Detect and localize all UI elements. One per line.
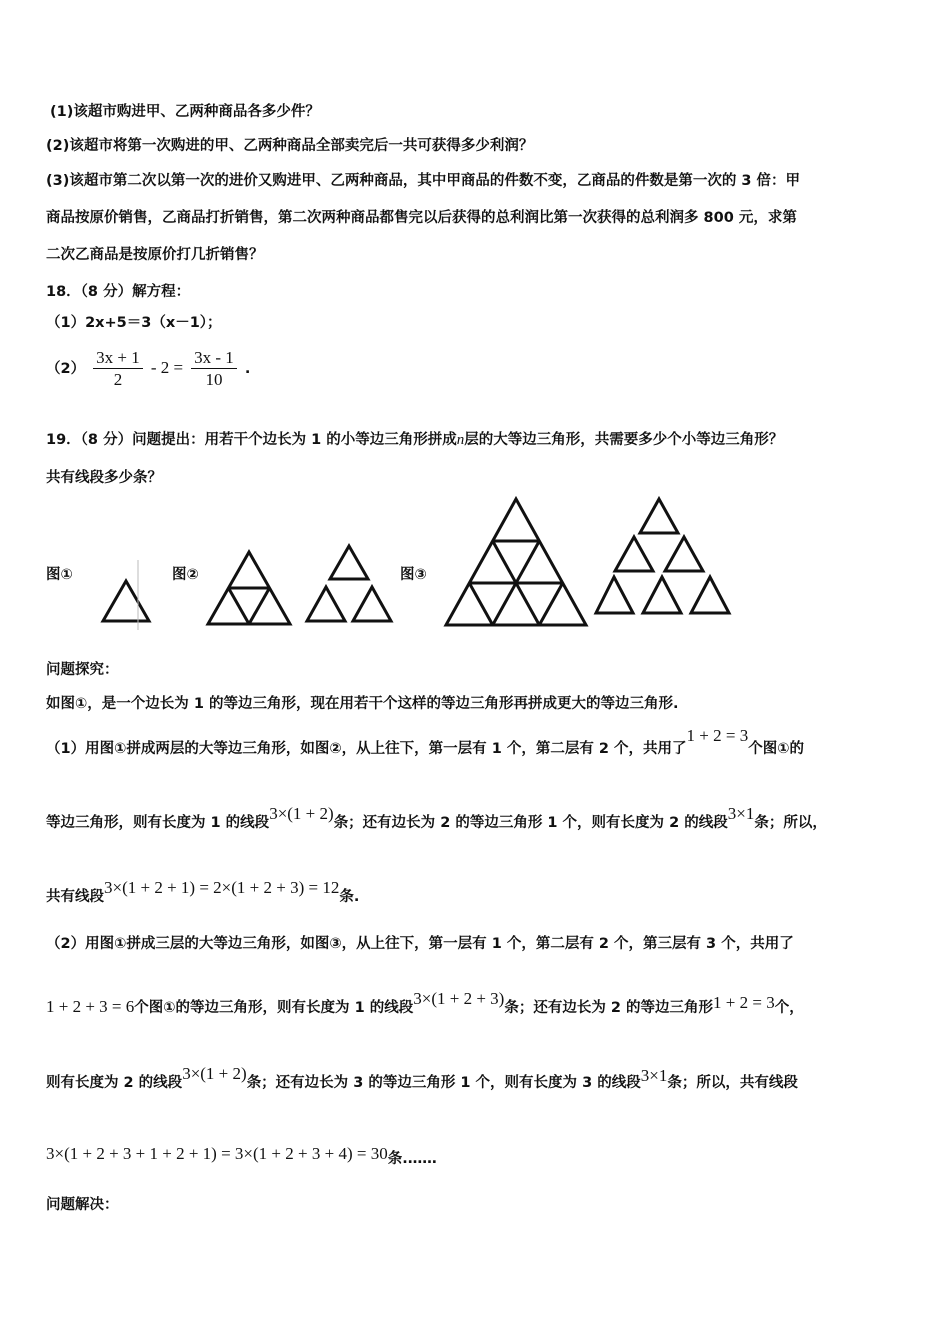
part2-text-h: 条.……: [387, 1151, 437, 1167]
q18-eq2-end: .: [244, 361, 251, 377]
q19-header-text-a: 19．（8 分）问题提出：用若干个边长为 1 的小等边三角形拼成: [46, 432, 457, 448]
q19-header-variable: n: [456, 432, 465, 448]
part1-text-e: 条；所以，: [754, 815, 827, 831]
figure-3-decomposed: [594, 495, 738, 623]
part2-text-f: 条；还有边长为 3 的等边三角形 1 个，则有长度为 3 的线段: [246, 1075, 641, 1091]
part2-math-3: 1 + 2 = 3: [713, 993, 775, 1012]
part1-text-c: 等边三角形，则有长度为 1 的线段: [46, 815, 270, 831]
part2-text-d: 个，: [774, 1000, 804, 1016]
figure-1-scan-mark: [136, 560, 140, 630]
explore-part2-line3: [46, 1064, 798, 1093]
q18-eq1-text: 2x+5＝3（x－1）；: [85, 315, 222, 331]
fraction-denominator: 10: [205, 369, 223, 389]
q17-part3-line1: (3)该超市第二次以第一次的进价又购进甲、乙两种商品，其中甲商品的件数不变，乙商品的件数是第一次的 3 倍：甲: [46, 173, 801, 189]
q17-part1: (1)该超市购进甲、乙两种商品各多少件？: [50, 104, 320, 120]
figure-2-two-layer-triangle: [206, 550, 292, 626]
explore-part1-line3: [46, 878, 360, 907]
part2-text-g: 条；所以，共有线段: [667, 1075, 798, 1091]
q19-header: [46, 430, 783, 450]
q19-header-text-b: 层的大等边三角形，共需要多少个小等边三角形？: [464, 432, 784, 448]
figure-1-label: 图①: [46, 567, 73, 583]
part2-math-4: 3×(1 + 2): [182, 1064, 247, 1083]
figure-2-decomposed: [303, 543, 395, 625]
explore-part2-line1: （2）用图①拼成三层的大等边三角形，如图③，从上往下，第一层有 1 个，第二层有 2 个，第三层有 3 个，共用了: [46, 936, 794, 952]
fraction-numerator: 3x - 1: [191, 348, 237, 369]
part2-text-b: 个图①的等边三角形，则有长度为 1 的线段: [134, 1000, 414, 1016]
q17-part2: (2)该超市将第一次购进的甲、乙两种商品全部卖完后一共可获得多少利润？: [46, 138, 534, 154]
explore-part2-line2: [46, 989, 804, 1018]
part1-text-f: 共有线段: [46, 889, 104, 905]
q18-eq1-label: （1）: [46, 315, 86, 331]
part1-math-2: 3×(1 + 2): [269, 804, 334, 823]
q17-part3-line2: 商品按原价销售，乙商品打折销售，第二次两种商品都售完以后获得的总利润比第一次获得的总利润多 800 元，求第: [46, 210, 797, 226]
part1-math-4: 3×(1 + 2 + 1) = 2×(1 + 2 + 3) = 12: [104, 878, 340, 897]
part2-math-2: 3×(1 + 2 + 3): [413, 989, 505, 1008]
q18-eq2: [46, 346, 250, 391]
explore-part2-line4: [46, 1144, 437, 1165]
q18-eq2-fraction-left: [93, 348, 143, 391]
q17-part3-line3: 二次乙商品是按原价打几折销售？: [46, 247, 264, 263]
q18-header: 18．（8 分）解方程：: [46, 284, 191, 300]
figure-3-label: 图③: [400, 567, 427, 583]
q18-eq2-fraction-right: [191, 348, 237, 391]
explore-title: 问题探究：: [46, 662, 119, 678]
part1-text-a: （1）用图①拼成两层的大等边三角形，如图②，从上往下，第一层有 1 个，第二层有 2 个，共用了: [46, 741, 687, 757]
figure-1-triangle: [100, 578, 152, 624]
explore-part1-line2: [46, 804, 827, 833]
part1-math-3: 3×1: [727, 804, 755, 823]
part1-text-g: 条.: [339, 889, 360, 905]
explore-intro: 如图①，是一个边长为 1 的等边三角形，现在用若干个这样的等边三角形再拼成更大的等边三角形.: [46, 696, 679, 712]
part2-math-5: 3×1: [640, 1066, 668, 1085]
part2-math-1: 1 + 2 + 3 = 6: [46, 997, 135, 1016]
part2-math-6: 3×(1 + 2 + 3 + 1 + 2 + 1) = 3×(1 + 2 + 3 + 4) = 30: [46, 1144, 388, 1163]
part1-math-1: 1 + 2 = 3: [686, 726, 749, 745]
q18-eq2-middle: - 2 =: [150, 358, 184, 377]
part2-text-e: 则有长度为 2 的线段: [46, 1075, 183, 1091]
part1-text-b: 个图①的: [748, 741, 804, 757]
fraction-denominator: 2: [113, 369, 123, 389]
q19-header-line2: 共有线段多少条？: [46, 470, 162, 486]
q18-eq1: [46, 313, 222, 333]
figure-2-label: 图②: [172, 567, 199, 583]
part1-text-d: 条；还有边长为 2 的等边三角形 1 个，则有长度为 2 的线段: [333, 815, 728, 831]
explore-part1-line1: [46, 726, 804, 759]
solve-title: 问题解决：: [46, 1197, 119, 1213]
figure-3-three-layer-triangle: [444, 497, 588, 629]
part2-text-c: 条；还有边长为 2 的等边三角形: [504, 1000, 714, 1016]
fraction-numerator: 3x + 1: [93, 348, 143, 369]
q18-eq2-label: （2）: [46, 361, 86, 377]
